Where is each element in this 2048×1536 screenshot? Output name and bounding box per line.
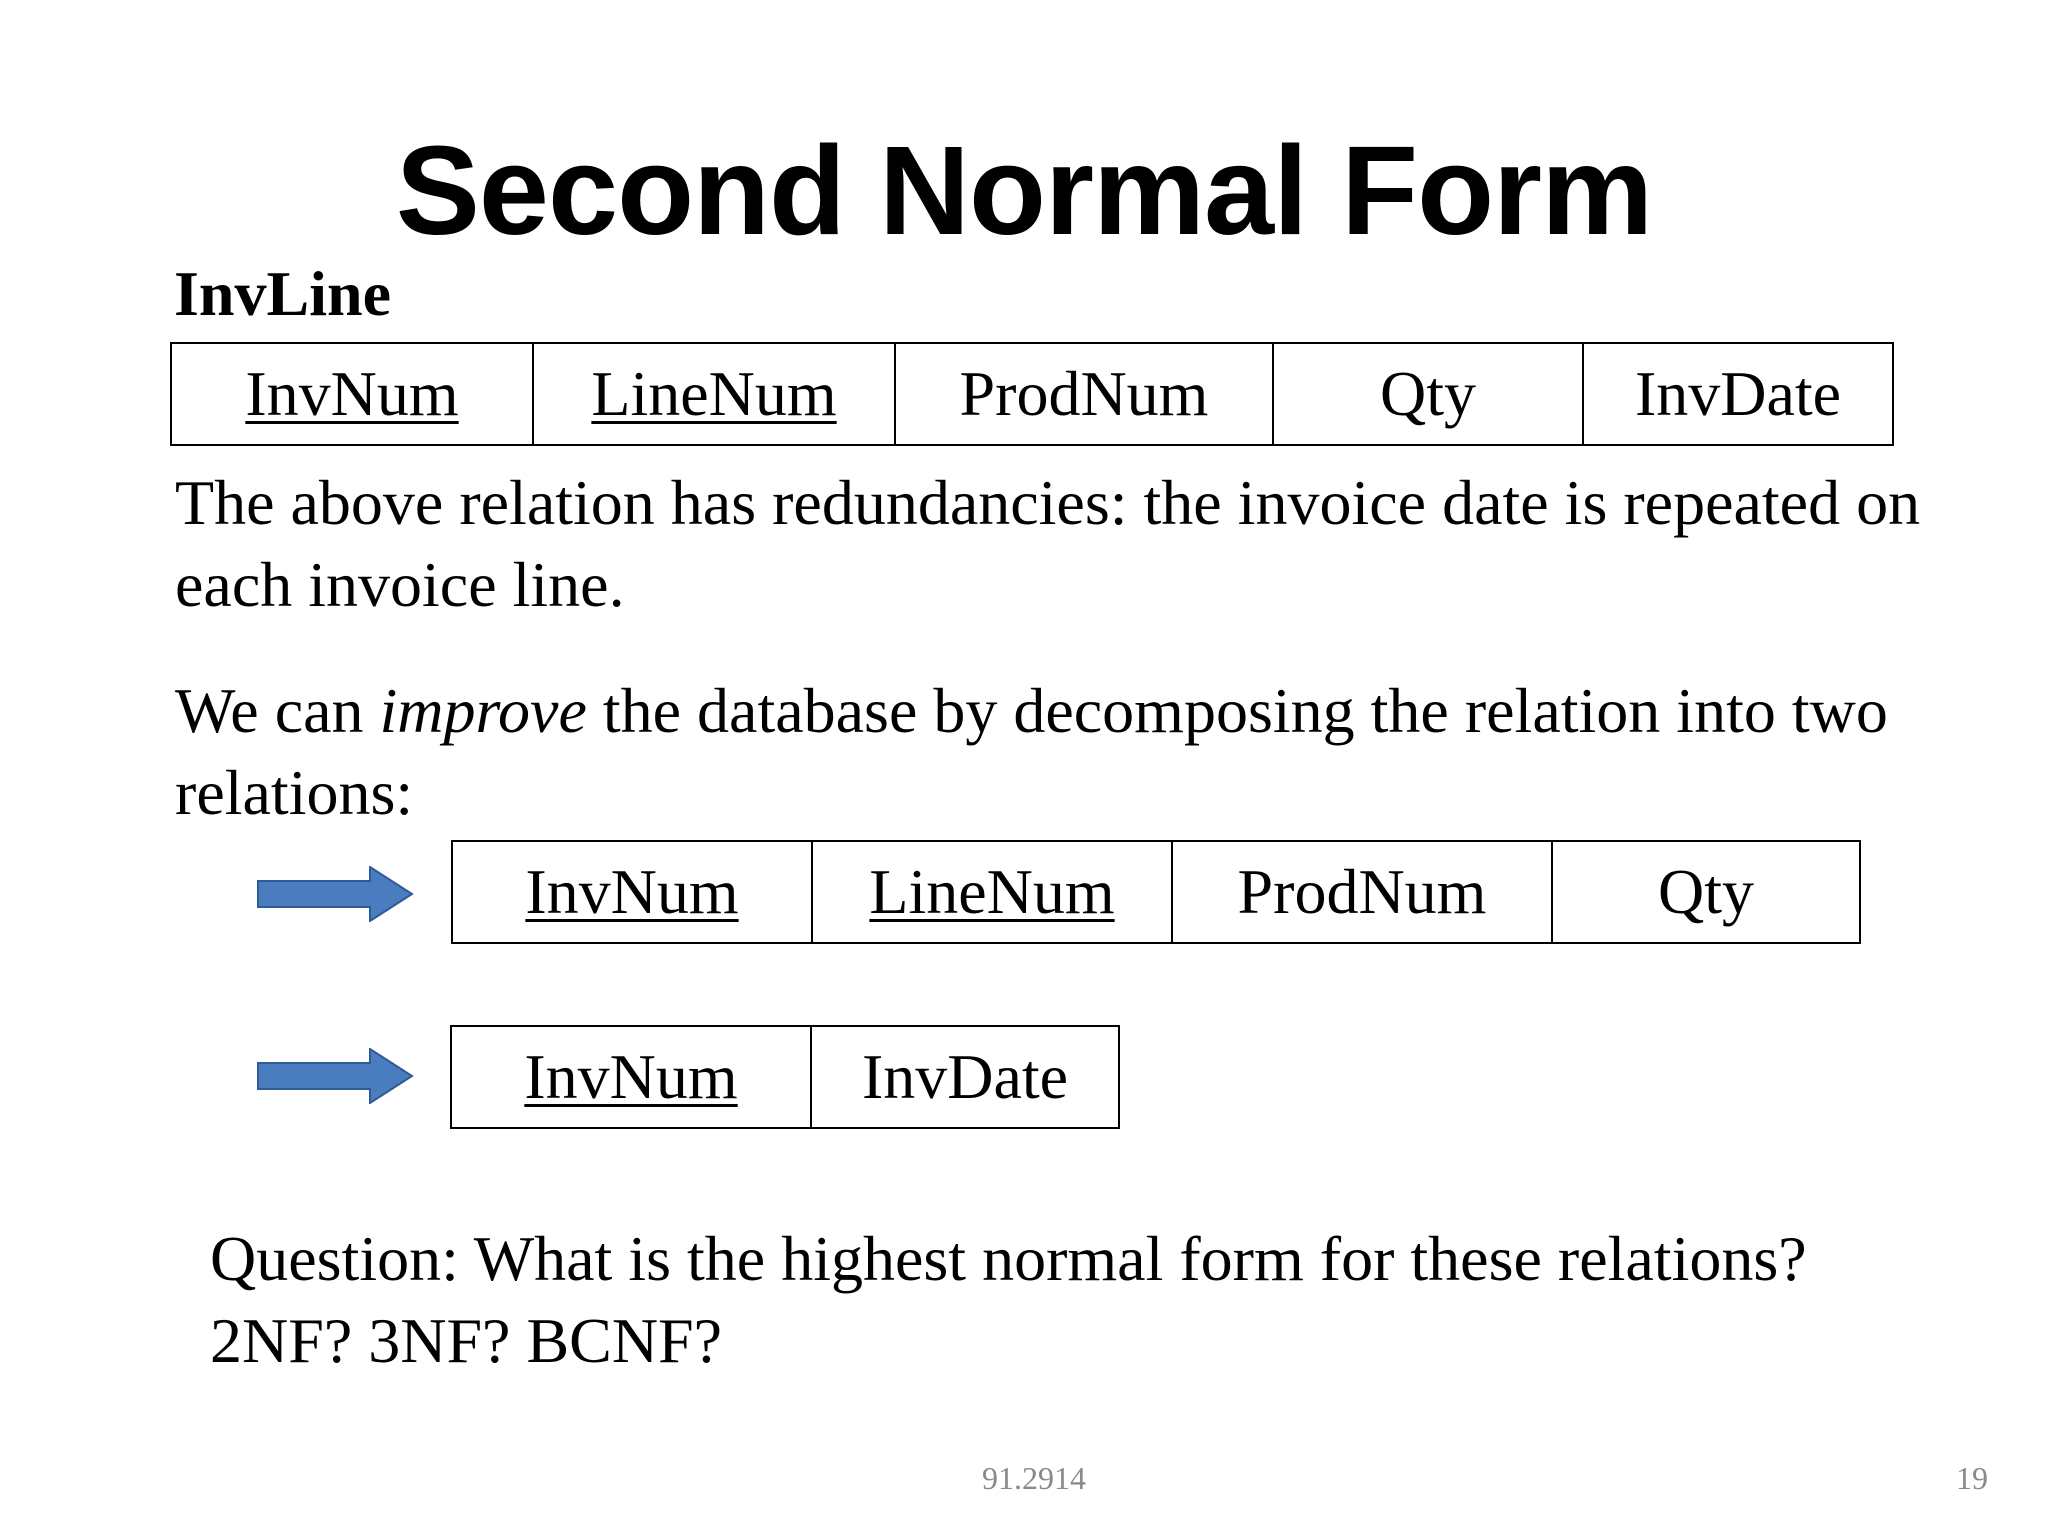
attribute-cell: Qty	[1273, 343, 1583, 445]
attribute-cell: ProdNum	[1172, 841, 1552, 943]
relation-table-invline-decomposed	[451, 840, 1861, 944]
relation-name: InvLine	[174, 258, 391, 329]
attribute-cell: InvNum	[171, 343, 533, 445]
question-text: Question: What is the highest normal form for these relations? 2NF? 3NF? BCNF?	[210, 1223, 1807, 1376]
slide-title: Second Normal Form	[395, 120, 1653, 261]
right-arrow-icon	[256, 866, 416, 922]
paragraph-improve-after: the database by decomposing the relation into two relations:	[175, 675, 1888, 828]
paragraph-improve-emphasis: improve	[379, 675, 587, 746]
attribute-cell: LineNum	[812, 841, 1172, 943]
footer-course-number: 91.2914	[982, 1460, 1086, 1496]
paragraph-improve-before: We can	[175, 675, 380, 746]
attribute-cell: InvDate	[1583, 343, 1893, 445]
attribute-cell: InvNum	[451, 1026, 811, 1128]
attribute-cell: InvNum	[452, 841, 812, 943]
right-arrow-icon	[256, 1048, 416, 1104]
relation-table-invoice	[450, 1025, 1120, 1129]
attribute-cell: InvDate	[811, 1026, 1119, 1128]
paragraph-redundancy: The above relation has redundancies: the invoice date is repeated on each invoice line.	[175, 467, 1921, 620]
relation-table-invline	[170, 342, 1894, 446]
attribute-cell: ProdNum	[895, 343, 1273, 445]
slide-page-number: 19	[1956, 1460, 1988, 1496]
attribute-cell: LineNum	[533, 343, 895, 445]
attribute-cell: Qty	[1552, 841, 1860, 943]
paragraph-improve	[175, 670, 1935, 834]
